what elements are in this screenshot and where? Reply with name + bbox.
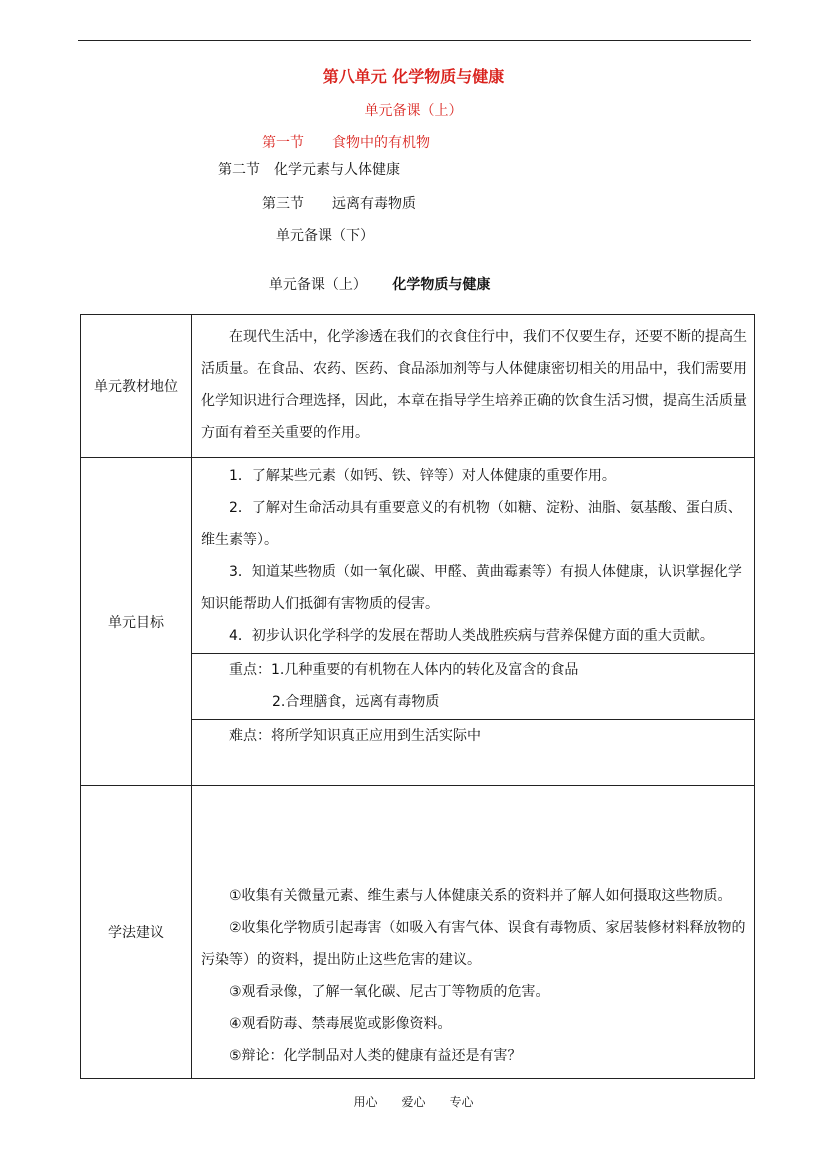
study-item: ⑤辩论：化学制品对人类的健康有益还是有害？ [229,1048,522,1064]
study-item: ②收集化学物质引起毒害（如吸入有害气体、误食有毒物质、家居装修材料释放物的污染等）的资料，提出防止这些危害的建议。 [201,920,746,968]
difficulty-text: 难点：将所学知识真正应用到生活实际中 [229,728,481,744]
goals-cell [192,458,755,654]
row-label-goals: 单元目标 [81,458,192,786]
key-points-cell [192,654,755,720]
section-heading [260,258,490,294]
goal-item: 2．了解对生命活动具有重要意义的有机物（如糖、淀粉、油脂、氨基酸、蛋白质、维生素等）。 [201,500,742,548]
page-subtitle: 单元备课（上） [364,103,463,119]
row-label-study: 学法建议 [81,786,192,1079]
key-point-1: 重点：1.几种重要的有机物在人体内的转化及富含的食品 [229,662,579,678]
table-row [81,315,755,458]
row-label-status: 单元教材地位 [81,315,192,458]
study-item: ③观看录像，了解一氧化碳、尼古丁等物质的危害。 [229,984,550,1000]
goal-item: 1．了解某些元素（如钙、铁、锌等）对人体健康的重要作用。 [229,468,616,484]
page-footer: 用心 爱心 专心 [353,1095,474,1109]
study-item: ①收集有关微量元素、维生素与人体健康关系的资料并了解人如何摄取这些物质。 [229,888,732,904]
page-title: 第八单元 化学物质与健康 [322,67,505,86]
toc-item-2: 第二节 化学元素与人体健康 [218,162,400,178]
section-heading-right: 化学物质与健康 [392,277,491,293]
study-cell [192,786,755,1079]
table-row [81,458,755,654]
toc-item-1: 第一节 食物中的有机物 [262,135,430,151]
toc-item-3: 第三节 远离有毒物质 [262,196,416,212]
study-item: ④观看防毒、禁毒展览或影像资料。 [229,1016,452,1032]
status-cell [192,315,755,458]
section-heading-left: 单元备课（上） [268,277,360,293]
toc-item-4: 单元备课（下） [276,228,374,244]
goal-item: 3．知道某些物质（如一氧化碳、甲醛、黄曲霉素等）有损人体健康，认识掌握化学知识能帮助人们抵御有害物质的侵害。 [201,564,742,612]
goal-item: 4．初步认识化学科学的发展在帮助人类战胜疾病与营养保健方面的重大贡献。 [229,628,714,644]
lesson-plan-table [80,314,755,1079]
header-rule [78,40,751,41]
status-text: 在现代生活中，化学渗透在我们的衣食住行中，我们不仅要生存，还要不断的提高生活质量。在食品、农药、医药、食品添加剂等与人体健康密切相关的用品中，我们需要用化学知识进行合理选择，因此，本章在指导学生培养正确的饮食生活习惯，提高生活质量方面有着至关重要的作用。 [201,329,747,441]
key-point-2: 2.合理膳食，远离有毒物质 [272,694,440,710]
difficulty-cell [192,720,755,786]
table-row [81,786,755,1079]
